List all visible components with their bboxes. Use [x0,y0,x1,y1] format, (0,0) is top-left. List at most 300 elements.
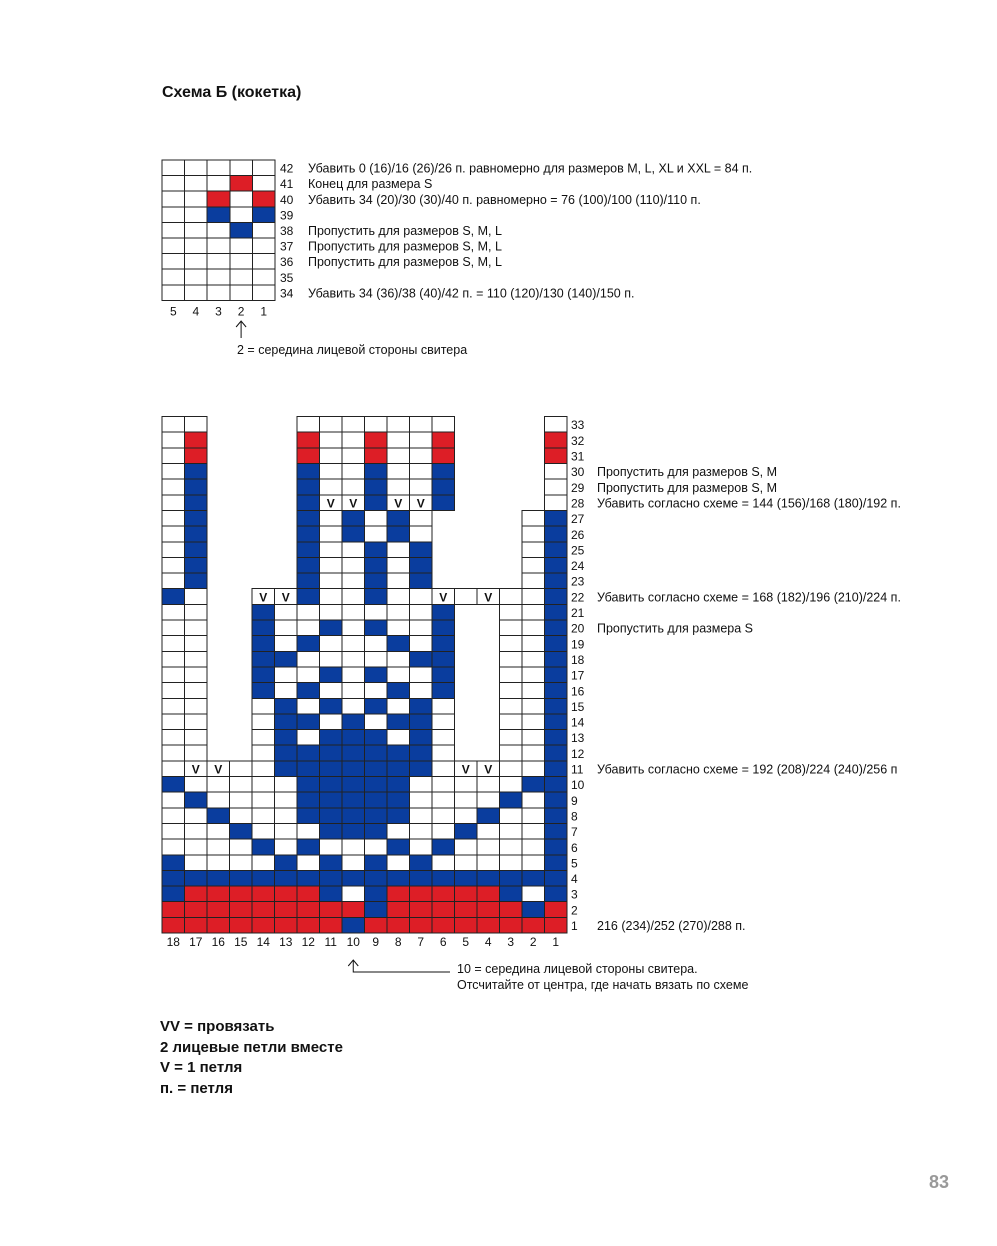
chart-large-cell [387,604,410,620]
chart-large-v-mark: V [394,496,403,511]
chart-large-cell [365,761,388,777]
chart-large-cell [387,730,410,746]
legend-line-p: п. = петля [160,1079,233,1097]
chart-large-cell [252,761,275,777]
chart-large-cell [185,917,208,933]
chart-large-cell [275,683,298,699]
chart-large-cell [342,417,365,433]
chart-large-cell [545,823,568,839]
chart-large-center-note-1: 10 = середина лицевой стороны свитера. [457,962,698,976]
chart-large-cell [522,557,545,573]
chart-large-cell [522,886,545,902]
chart-large-cell [522,636,545,652]
page-title: Схема Б (кокетка) [162,84,302,101]
chart-large-cell [500,745,523,761]
chart-large-cell [432,917,455,933]
chart-large-col-label: 2 [529,935,537,949]
chart-large-row-label: 30 [571,465,585,480]
chart-large-cell [185,823,208,839]
chart-large-cell [162,417,185,433]
chart-large-cell [365,495,388,511]
chart-large-cell [185,526,208,542]
chart-large-cell [297,886,320,902]
chart-large-cell [342,792,365,808]
chart-large-col-label: 5 [462,935,470,949]
chart-large-cell [230,839,253,855]
chart-large-note: Убавить согласно схеме = 168 (182)/196 (210)/224 п. [597,590,901,605]
chart-large-cell [185,620,208,636]
chart-large-cell [230,777,253,793]
chart-small-center-note: 2 = середина лицевой стороны свитера [237,343,468,357]
chart-large-cell [387,761,410,777]
chart-large-cell [500,604,523,620]
chart-large-cell [252,792,275,808]
chart-large-cell [185,808,208,824]
chart-large-row-label: 13 [571,731,585,746]
center-arrow-icon [353,960,450,972]
chart-large-cell [162,761,185,777]
chart-large-cell [207,902,230,918]
chart-large-cell [545,464,568,480]
chart-large-cell [432,839,455,855]
chart-large-cell [432,448,455,464]
chart-large-cell [185,589,208,605]
chart-large-cell [252,855,275,871]
chart-large-cell [162,479,185,495]
chart-large-cell [320,714,343,730]
chart-large-cell [387,823,410,839]
chart-large-cell [320,604,343,620]
chart-large-cell [162,589,185,605]
chart-large-cell [162,777,185,793]
chart-large-row-label: 4 [571,872,578,887]
chart-large-cell [185,557,208,573]
chart-large-cell [207,823,230,839]
chart-large-cell [522,542,545,558]
chart-large-row-label: 28 [571,496,585,511]
chart-large-cell [320,651,343,667]
chart-large-cell [500,870,523,886]
chart-large-cell [320,808,343,824]
chart-small-row-label: 34 [280,286,294,301]
chart-large-note: Пропустить для размеров S, M [597,465,778,480]
chart-large-cell [365,808,388,824]
chart-large-note: Пропустить для размеров S, M [597,480,778,495]
chart-large-cell [162,542,185,558]
chart-large-cell [320,448,343,464]
chart-small-note: Конец для размера S [308,177,433,192]
chart-large-cell [387,839,410,855]
chart-large-cell [342,902,365,918]
chart-large-cell [545,557,568,573]
chart-large-cell [342,730,365,746]
chart-small-row-label: 38 [280,224,294,238]
chart-large-cell [432,417,455,433]
chart-large-cell [522,761,545,777]
chart-large-cell [185,636,208,652]
chart-large-cell [252,730,275,746]
chart-large-cell [162,495,185,511]
chart-large-cell [320,557,343,573]
chart-large-cell [432,651,455,667]
chart-large-cell [207,886,230,902]
chart-large-cell [545,839,568,855]
chart-small-note: Убавить 0 (16)/16 (26)/26 п. равномерно для размеров M, L, XL и XXL = 84 п. [308,161,753,176]
chart-large-cell [297,870,320,886]
chart-large-cell [297,855,320,871]
chart-large-cell [410,589,433,605]
chart-large-cell [162,448,185,464]
chart-large-cell [297,573,320,589]
chart-large-cell [162,526,185,542]
chart-large-cell [297,589,320,605]
chart-large-cell [410,636,433,652]
chart-large-cell [275,917,298,933]
chart-large-cell [320,667,343,683]
chart-large-cell [522,917,545,933]
chart-large-cell [320,870,343,886]
chart-large-cell [387,620,410,636]
chart-large-cell [410,432,433,448]
chart-large-cell [522,589,545,605]
chart-large-cell [297,651,320,667]
chart-large-row-label: 22 [571,590,585,605]
chart-large-cell [522,730,545,746]
chart-large-cell [522,855,545,871]
chart-large-row-label: 18 [571,652,585,667]
chart-large-cell [410,683,433,699]
chart-large-cell [522,745,545,761]
chart-large-row-label: 11 [571,762,584,777]
chart-large-cell [432,636,455,652]
chart-large-cell [185,464,208,480]
chart-large-cell [342,573,365,589]
chart-small-col-label: 3 [215,304,222,319]
chart-large-cell [342,917,365,933]
chart-large-cell [297,917,320,933]
chart-large-cell [320,526,343,542]
chart-large-cell [275,792,298,808]
chart-large-note: Убавить согласно схеме = 192 (208)/224 (240)/256 п [597,762,898,777]
chart-large-cell [365,792,388,808]
chart-large-cell [545,432,568,448]
chart-large-cell [185,698,208,714]
page-number: 83 [929,1172,950,1192]
chart-large-cell [365,730,388,746]
chart-large-cell [162,886,185,902]
chart-large-row-label: 21 [571,606,585,620]
chart-large-cell [297,808,320,824]
chart-large-cell [522,667,545,683]
chart-large-cell [365,636,388,652]
chart-large-cell [432,714,455,730]
chart-large-cell [410,808,433,824]
chart-large-row-label: 25 [571,543,585,558]
chart-large-row-label: 20 [571,621,585,636]
chart-small-row-label: 41 [280,177,294,192]
chart-large-cell [320,683,343,699]
chart-large-cell [545,542,568,558]
chart-large-cell [297,620,320,636]
chart-large-cell [162,683,185,699]
chart-large-cell [320,761,343,777]
chart-large-cell [185,855,208,871]
chart-large-cell [500,683,523,699]
chart-large-cell [365,902,388,918]
chart-large-cell [162,745,185,761]
chart-large-col-label: 11 [324,935,337,949]
chart-large-cell [545,902,568,918]
chart-large-row-label: 12 [571,746,585,761]
chart-large-v-mark: V [326,496,335,511]
chart-large-cell [342,886,365,902]
chart-large-cell [320,620,343,636]
chart-large-cell [207,917,230,933]
chart-large-cell [410,479,433,495]
chart-large-cell [500,839,523,855]
chart-large-cell [365,526,388,542]
chart-large-cell [162,823,185,839]
chart-large-cell [477,902,500,918]
chart-large-cell [162,902,185,918]
chart-large-cell [432,683,455,699]
chart-large-cell [410,510,433,526]
chart-large-cell [275,714,298,730]
chart-large-cell [410,855,433,871]
chart-large-cell [545,526,568,542]
chart-large-cell [162,917,185,933]
chart-large-cell [297,526,320,542]
chart-large-v-mark: V [439,590,448,605]
chart-large-cell [342,761,365,777]
chart-large-cell [522,526,545,542]
chart-large-cell [545,698,568,714]
chart-large-cell [545,917,568,933]
chart-large-cell [342,823,365,839]
chart-large-cell [432,479,455,495]
chart-large-cell [545,792,568,808]
chart-large-row-label: 32 [571,433,585,448]
chart-large-row-label: 3 [571,887,578,902]
chart-large-cell [365,886,388,902]
chart-large-cell [455,917,478,933]
chart-large-v-mark: V [349,496,358,511]
chart-large-cell [387,479,410,495]
chart-large-cell [545,510,568,526]
chart-small-col-label: 5 [169,304,177,319]
chart-large-cell [320,886,343,902]
chart-large-cell [162,714,185,730]
chart-large-cell [162,698,185,714]
chart-large-cell [387,855,410,871]
chart-large-cell [252,777,275,793]
chart-small-row-label: 35 [280,270,294,285]
chart-large-cell [365,464,388,480]
chart-large-cell [230,917,253,933]
chart-large-cell [162,464,185,480]
chart-large-cell [365,667,388,683]
chart-large-cell [410,604,433,620]
chart-large-cell [320,432,343,448]
chart-large-cell [342,589,365,605]
chart-large-cell [297,479,320,495]
chart-large-cell [432,886,455,902]
chart-large-cell [342,526,365,542]
chart-large-cell [162,651,185,667]
chart-large-cell [365,557,388,573]
chart-large-cell [432,495,455,511]
chart-large-cell [387,667,410,683]
chart-large-cell [500,886,523,902]
chart-large-cell [275,823,298,839]
chart-large-cell [230,855,253,871]
chart-large-cell [365,448,388,464]
chart-large-cell [432,870,455,886]
chart-large-cell [207,839,230,855]
chart-large-cell [162,604,185,620]
chart-large-cell [432,730,455,746]
chart-large-cell [297,839,320,855]
chart-large-cell [297,464,320,480]
chart-large-cell [252,620,275,636]
chart-large-cell [297,730,320,746]
chart-large-cell [342,870,365,886]
chart-large-cell [297,745,320,761]
chart-large-cell [320,745,343,761]
chart-large-cell [365,573,388,589]
chart-large-row-label: 6 [571,840,578,855]
chart-large-cell [365,620,388,636]
chart-large-cell [387,870,410,886]
chart-large-cell [410,886,433,902]
chart-large-cell [545,745,568,761]
chart-large-cell [500,792,523,808]
chart-large-cell [252,902,275,918]
chart-large-cell [432,902,455,918]
chart-large-cell [455,902,478,918]
chart-large-cell [522,839,545,855]
chart-large-cell [545,714,568,730]
chart-large-cell [432,698,455,714]
chart-large-col-label: 17 [189,935,203,949]
chart-large-cell [432,604,455,620]
chart-large-cell [432,823,455,839]
chart-large-cell [297,448,320,464]
chart-large-cell [342,464,365,480]
chart-large-cell [500,823,523,839]
chart-large-cell [365,855,388,871]
chart-large-cell [500,651,523,667]
chart-large-cell [185,432,208,448]
chart-large-row-label: 33 [571,418,585,433]
chart-large-cell [365,839,388,855]
chart-large-cell [410,792,433,808]
chart-large-cell [477,886,500,902]
chart-large-cell [297,683,320,699]
legend-line-k2tog: 2 лицевые петли вместе [160,1038,343,1056]
chart-large-cell [387,698,410,714]
chart-large-cell [342,667,365,683]
chart-large-cell [185,777,208,793]
chart-large-cell [500,808,523,824]
chart-large-cell [387,886,410,902]
chart-large-cell [252,808,275,824]
chart-large-cell [230,761,253,777]
chart-large-cell [365,651,388,667]
chart-large-row-label: 15 [571,699,585,714]
chart-large-cell [477,917,500,933]
chart-large-row-label: 24 [571,559,585,574]
chart-large-cell [455,855,478,871]
chart-large-cell [275,620,298,636]
chart-large-cell [275,808,298,824]
chart-large-cell [275,839,298,855]
chart-large-cell [342,777,365,793]
chart-large-cell [297,761,320,777]
chart-large-row-label: 14 [571,715,585,730]
chart-large-cell [320,698,343,714]
chart-large-cell [477,792,500,808]
chart-large-cell [162,808,185,824]
chart-large-cell [342,620,365,636]
chart-large-cell [342,542,365,558]
chart-large-v-mark: V [281,590,290,605]
chart-large-cell [432,777,455,793]
chart-large-cell [297,542,320,558]
chart-large-cell [297,792,320,808]
chart-large-cell [410,823,433,839]
chart-large-cell [387,808,410,824]
chart-large-cell [410,730,433,746]
chart-large-cell [252,683,275,699]
chart-large-cell [297,777,320,793]
chart-large-row-label: 10 [571,778,585,793]
chart-large-col-label: 13 [279,935,293,949]
legend [160,1017,343,1099]
chart-large-cell [252,870,275,886]
chart-large-cell [387,792,410,808]
chart-large-cell [522,604,545,620]
chart-large-cell [387,636,410,652]
chart-large-cell [230,823,253,839]
chart-large-cell [297,432,320,448]
chart-large-cell [365,698,388,714]
chart-large-cell [297,604,320,620]
chart-large-cell [545,448,568,464]
chart-large-cell [410,573,433,589]
chart-large-cell [297,636,320,652]
chart-large-cell [162,730,185,746]
chart-large-cell [432,761,455,777]
chart-large-cell [162,573,185,589]
chart-large-cell [365,479,388,495]
chart-large-cell [387,714,410,730]
chart-large-cell [297,667,320,683]
chart-large-cell [365,917,388,933]
chart-large-cell [545,620,568,636]
chart-large-col-label: 4 [484,935,492,949]
chart-large-row-label: 2 [571,903,578,918]
chart-large-cell [410,542,433,558]
chart-large-cell [185,839,208,855]
chart-large-cell [342,557,365,573]
chart-large-cell [545,495,568,511]
chart-large-cell [365,714,388,730]
chart-large-cell [275,604,298,620]
chart-large-row-label: 26 [571,527,585,542]
chart-large-row-label: 7 [571,825,578,840]
chart-large-cell [477,777,500,793]
